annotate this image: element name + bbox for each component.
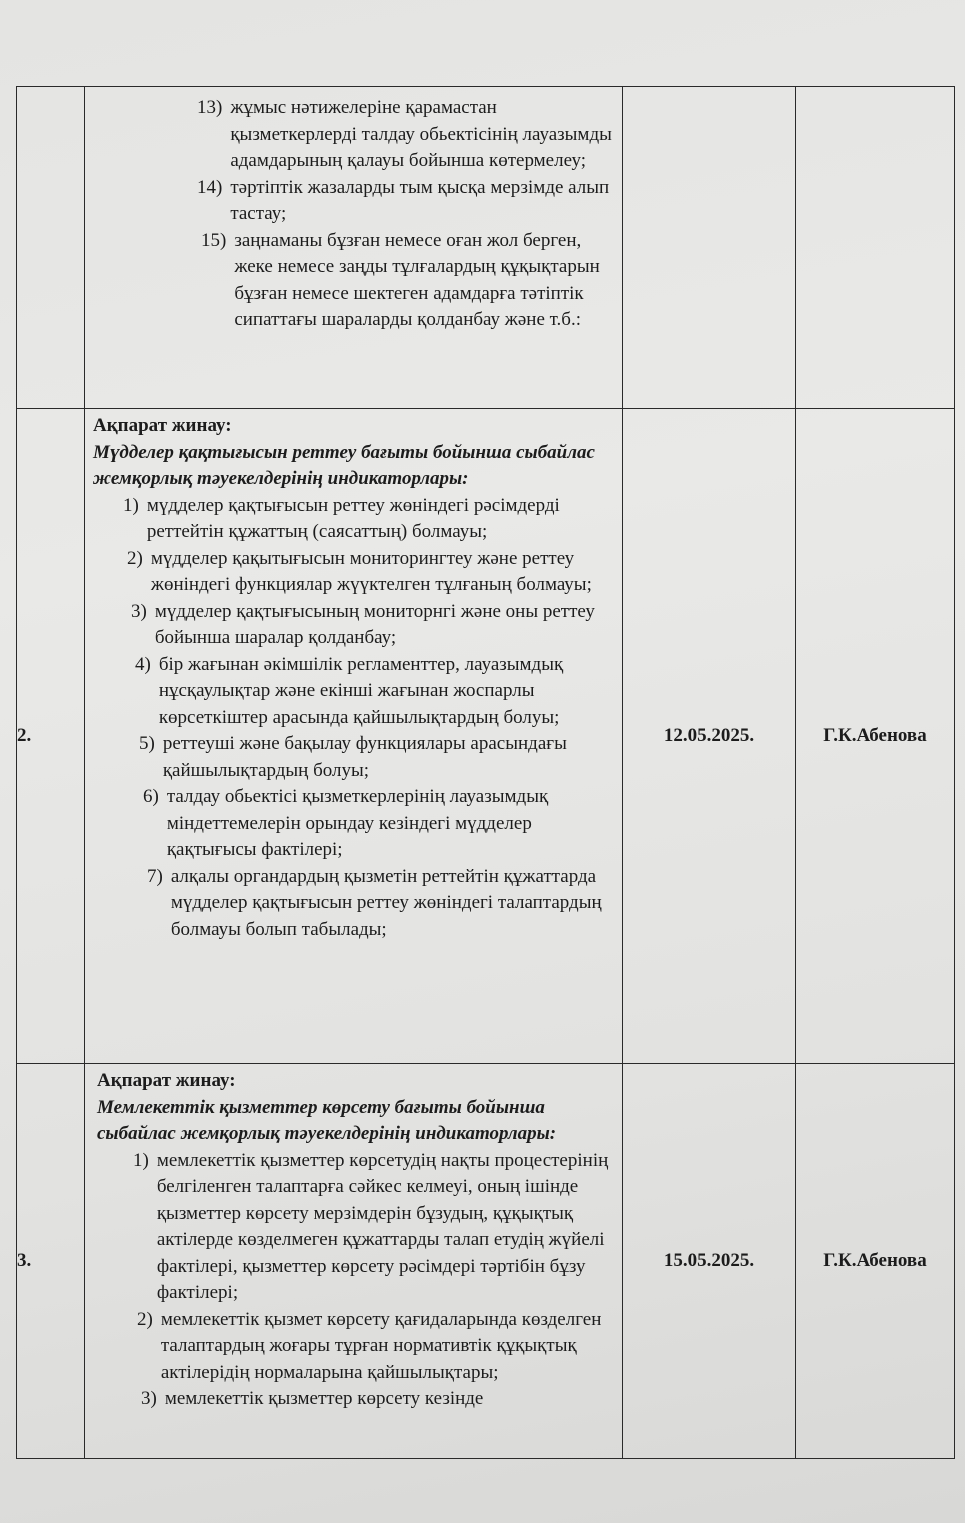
item-text: мемлекеттік қызметтер көрсету кезінде <box>164 1388 484 1409</box>
table-row <box>17 87 955 409</box>
list-item <box>123 493 614 546</box>
row-content <box>85 409 623 1064</box>
item-number: 15) <box>201 229 227 251</box>
responsible-cell <box>796 87 955 409</box>
item-number: 3) <box>141 1388 157 1409</box>
item-text: жұмыс нәтижелеріне қарамастан қызметкерлерді талдау обьектісінің лауазымды адамдарының қалауы бойынша көтермелеу; <box>230 97 612 171</box>
row-number <box>17 87 85 409</box>
table-row <box>17 1064 955 1459</box>
list-item <box>201 228 614 334</box>
section-subheading: Мемлекеттік қызметтер көрсету бағыты бойынша сыбайлас жемқорлық тәуекелдерінің индикаторлары: <box>97 1096 557 1144</box>
item-text: мемлекеттік қызметтер көрсетудің нақты процестерінің белгіленген талаптарға сәйкес келмеуі, оның ішінде қызметтер көрсету мерзімдерін бұзудың, құқықтық актілерде көзделмеген құжаттарды талап етудің жүйелі фактілері, қызметтер көрсету рәсімдері тәртібін бұзу фактілері; <box>156 1149 609 1303</box>
item-number: 4) <box>135 653 151 675</box>
list-item <box>133 1148 614 1307</box>
item-text: бір жағынан әкімшілік регламенттер, лауазымдық нұсқаулықтар және екінші жағынан жоспарлы көрсеткіштер арасында қайшылықтардың болуы; <box>158 653 564 728</box>
item-number: 7) <box>147 865 163 887</box>
section-heading: Ақпарат жинау: <box>97 1070 236 1091</box>
list-item <box>139 731 614 784</box>
item-number: 2) <box>127 547 143 569</box>
item-text: талдау обьектісі қызметкерлерінің лауазымдық міндеттемелерін орындау кезіндегі мүдделер қақтығысы фактілері; <box>166 786 549 860</box>
date-cell <box>623 87 796 409</box>
item-number: 5) <box>139 733 155 754</box>
item-number: 14) <box>197 176 223 198</box>
item-number: 1) <box>133 1149 149 1171</box>
item-text: реттеуші және бақылау функциялары арасындағы қайшылықтардың болуы; <box>162 733 567 781</box>
item-text: мүдделер қақытығысын мониторингтеу және реттеу жөніндегі функциялар жүүктелген тұлғаның болмауы; <box>150 547 592 595</box>
list-item <box>143 784 614 864</box>
responsible-cell: Г.К.Абенова <box>796 409 955 1064</box>
item-text: тәртіптік жазаларды тым қысқа мерзімде алып тастау; <box>230 176 610 224</box>
date-cell: 15.05.2025. <box>623 1064 796 1459</box>
list-item <box>131 599 614 652</box>
item-text: мемлекеттік қызмет көрсету қағидаларында көзделген талаптардың жоғары тұрған нормативтік құқықтық актілерідің нормаларына қайшылықтары; <box>160 1308 602 1383</box>
section-subheading: Мүдделер қақтығысын реттеу бағыты бойынша сыбайлас жемқорлық тәуекелдерінің индикаторлары: <box>93 441 595 489</box>
row-number: 3. <box>17 1064 85 1459</box>
list-item <box>197 95 614 175</box>
item-number: 1) <box>123 494 139 516</box>
item-number: 2) <box>137 1308 153 1330</box>
list-item <box>135 652 614 732</box>
list-item <box>137 1307 614 1387</box>
row-content <box>85 87 623 409</box>
item-number: 3) <box>131 600 147 622</box>
row-content <box>85 1064 623 1459</box>
item-text: мүдделер қақтығысын реттеу жөніндегі рәсімдерді реттейтін құжаттың (саясаттың) болмауы; <box>146 494 560 542</box>
item-text: алқалы органдардың қызметін реттейтін құжаттарда мүдделер қақтығысын реттеу жөніндегі талаптардың болмауы болып табылады; <box>170 865 602 940</box>
item-number: 6) <box>143 786 159 807</box>
plan-table <box>16 86 955 1459</box>
item-number: 13) <box>197 97 223 118</box>
table-row <box>17 409 955 1064</box>
item-text: заңнаманы бұзған немесе оған жол берген, жеке немесе заңды тұлғалардың құқықтарын бұзған немесе шектеген адамдарға тәтіптік сипаттағы шараларды қолданбау және т.б.: <box>234 229 600 330</box>
row-number: 2. <box>17 409 85 1064</box>
list-item <box>141 1386 614 1413</box>
section-heading: Ақпарат жинау: <box>93 415 232 436</box>
list-item <box>147 864 614 944</box>
list-item <box>127 546 614 599</box>
list-item <box>197 175 614 228</box>
date-cell: 12.05.2025. <box>623 409 796 1064</box>
item-text: мүдделер қақтығысының мониторнгі және оны реттеу бойынша шаралар қолданбау; <box>154 600 595 648</box>
responsible-cell: Г.К.Абенова <box>796 1064 955 1459</box>
